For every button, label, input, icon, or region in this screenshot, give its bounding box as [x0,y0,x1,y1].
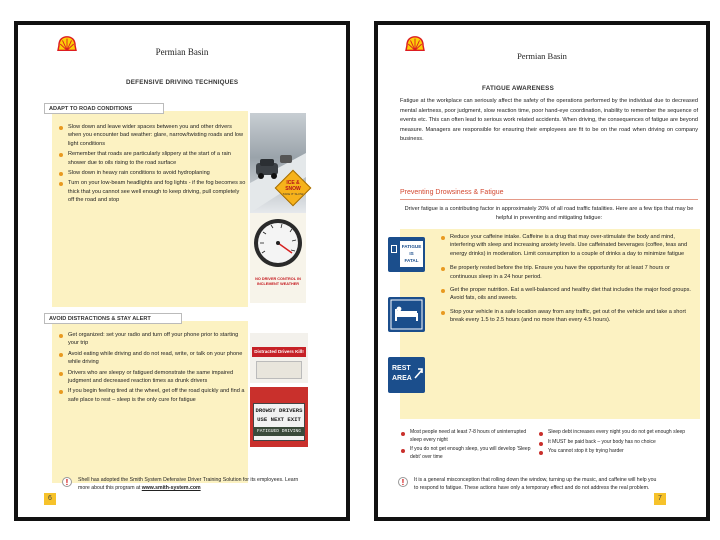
list-item: Be properly rested before the trip. Ensure you have the opportunity for at least 7 hours or continuous sleep in a 24 hour period. [440,264,694,281]
list-item: If you begin feeling tired at the wheel, get off the road quickly and find a safe place to rest – sleep is the only cure for fatigue [58,387,246,404]
sign-line: AREA [392,375,412,382]
page-title: FATIGUE AWARENESS [482,85,554,92]
lead-paragraph: Driver fatigue is a contributing factor in approximately 20% of all road traffic fatalities. Here are a few tips that may be helpful in preventing and mitigating fatigue: [404,206,694,221]
drowsy-line: DROWSY DRIVERS [255,407,303,414]
warning-icon: ! [398,477,408,487]
warning-icon: ! [62,477,72,487]
misconception-note: It is a general misconception that rolling down the window, turning up the music, and caffeine will help you to respond to fatigue. These actions have only a temporary effect and do not address the real problem. [414,477,657,491]
sign-line: FATAL [404,258,419,263]
intro-paragraph: Fatigue at the workplace can seriously affect the safety of the operations performed by the individual due to decreased mental alertness, poor judgment, slow reaction time, poor hand-eye coordination, inability to remember the sequence of events etc. This can often lead to serious work related accidents. When driving, the consequences of fatigue are beyond measure. Managers are responsible for ensuring their employees are fit to be on the road when driving on company business. [400,98,698,143]
drowsy-drivers-sign [250,387,308,447]
distracted-sign-label: Distracted Drivers Kill! [252,347,306,357]
bed-icon [391,245,397,253]
winter-road-photo [250,113,306,213]
sleep-list-left [400,429,534,463]
list-item: Most people need at least 7-8 hours of uninterrupted sleep every night [400,429,534,444]
list-item: Get the proper nutrition. Eat a well-balanced and healthy diet that includes the major food groups. Avoid fats, oils and sweets. [440,286,694,303]
fatigue-tips-list [440,233,694,327]
sign-line: IS [409,251,414,256]
right-page [374,21,710,521]
list-item: Get organized: set your radio and turn off your phone prior to starting your trip [58,331,246,348]
list-item: It MUST be paid back – your body has no choice [538,439,698,447]
list-item: Slow down in heavy rain conditions to avoid hydroplaning [58,169,246,177]
divider [400,199,698,200]
sign-line: REST [392,365,411,372]
bullet-list-road [58,123,246,207]
bullet-list-alert [58,331,246,406]
bed-icon [388,297,425,332]
list-item: You cannot stop it by trying harder [538,448,698,456]
distracted-drivers-sign [250,333,308,383]
sleep-list-right [538,429,698,458]
page-title: DEFENSIVE DRIVING TECHNIQUES [126,79,239,86]
arrow-icon [414,367,424,379]
page-number: 7 [654,493,666,505]
rest-area-sign [388,357,425,393]
list-item: Stop your vehicle in a safe location away from any traffic, get out of the vehicle and take a short break every 1.5 to 2.5 hours (and no more than every 4.5 hours). [440,308,694,325]
list-item: Reduce your caffeine intake. Caffeine is a drug that may over-stimulate the body and mind, interfering with sleep and increasing anxiety levels. Use caffeinated beverages (coffee, teas and energy drinks) in moderation. Limit consumption to a couple of drinks a day to minimize fatigue [440,233,694,258]
ice-sign-label: ICE & SNOW [285,180,301,192]
smith-system-link[interactable]: www.smith-system.com [141,484,201,491]
phone-icon [256,361,302,379]
page-number: 6 [44,493,56,505]
list-item: Slow down and leave wider spaces between you and other drivers when you encounter bad weather: glare, narrow/twisting roads and low light conditions [58,123,246,148]
section-heading: AVOID DISTRACTIONS & STAY ALERT [44,313,182,324]
list-item: Remember that roads are particularly slippery at the start of a rain shower due to oils rising to the road surface [58,150,246,167]
section-heading: ADAPT TO ROAD CONDITIONS [44,103,164,114]
left-page [14,21,350,521]
note-text: Shell has adopted the Smith System Defensive Driver Training Solution for its employees. Learn more about this program at www.smith-system.com [78,477,299,491]
drowsy-line: USE NEXT EXIT [257,416,301,423]
sign-line: FATIGUE [401,244,422,249]
gauge-caption: NO DRIVER CONTROL IN INCLEMENT WEATHER [255,277,301,286]
list-item: Avoid eating while driving and do not read, write, or talk on your phone while driving [58,350,246,367]
list-item: If you do not get enough sleep, you will develop 'Sleep debt' over time [400,446,534,461]
fatigue-is-fatal-sign [388,237,425,272]
speedometer-icon [250,213,306,277]
list-item: Sleep debt increases every night you do not get enough sleep [538,429,698,437]
list-item: Turn on your low-beam headlights and fog lights - if the fog becomes so thick that you cannot see well enough to keep driving, pull completely off the road and stop [58,179,246,204]
page-header: Permian Basin [517,51,567,61]
drowsy-line: FATIGUED DRIVING [254,427,304,436]
ice-sign-sub: TAKE IT SLOW [282,192,304,196]
bed-sign [388,297,425,332]
section-heading: Preventing Drowsiness & Fatigue [400,189,504,196]
page-header: Permian Basin [155,47,209,57]
smith-system-note [78,477,308,492]
speedometer-photo [250,213,306,303]
list-item: Drivers who are sleepy or fatigued demonstrate the same impaired judgment and decreased reaction times as drunk drivers [58,369,246,386]
